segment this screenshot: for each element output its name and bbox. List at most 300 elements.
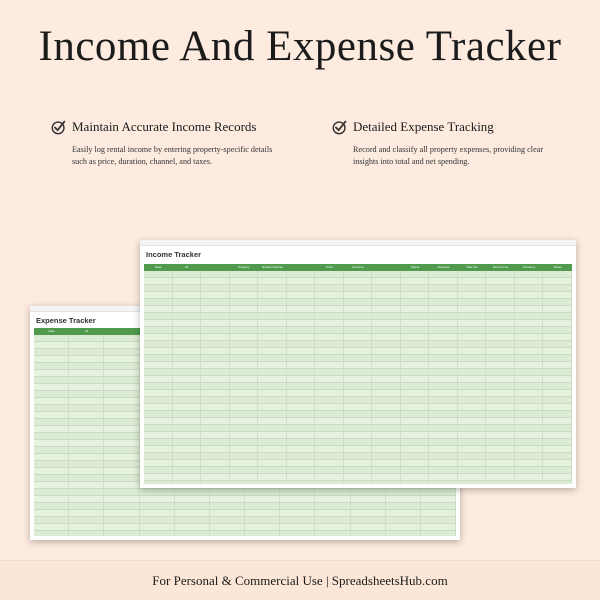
table-cell <box>69 342 104 348</box>
table-cell <box>144 327 173 333</box>
table-cell <box>230 376 259 382</box>
table-cell <box>372 446 401 452</box>
table-cell <box>104 461 139 467</box>
table-cell <box>280 517 315 523</box>
table-cell <box>144 320 173 326</box>
table-cell <box>515 446 544 452</box>
table-cell <box>69 531 104 536</box>
table-cell <box>486 306 515 312</box>
table-cell <box>344 453 373 459</box>
table-cell <box>344 306 373 312</box>
table-cell <box>543 355 572 361</box>
table-cell <box>372 390 401 396</box>
table-cell <box>372 460 401 466</box>
table-cell <box>287 327 316 333</box>
table-cell <box>34 412 69 418</box>
table-cell <box>315 531 350 536</box>
table-cell <box>486 383 515 389</box>
table-cell <box>401 467 430 473</box>
table-cell <box>287 474 316 480</box>
table-cell <box>401 285 430 291</box>
table-cell <box>458 439 487 445</box>
table-cell <box>287 299 316 305</box>
table-cell <box>458 327 487 333</box>
table-cell <box>175 510 210 516</box>
table-cell <box>458 355 487 361</box>
table-cell <box>315 425 344 431</box>
table-cell <box>429 411 458 417</box>
table-cell <box>173 411 202 417</box>
table-cell <box>34 335 69 341</box>
table-cell <box>258 348 287 354</box>
table-cell <box>140 489 175 495</box>
table-cell <box>69 524 104 530</box>
table-cell <box>429 432 458 438</box>
table-cell <box>315 299 344 305</box>
table-cell <box>486 474 515 480</box>
table-cell <box>543 390 572 396</box>
table-cell <box>372 348 401 354</box>
table-cell <box>372 299 401 305</box>
table-cell <box>515 341 544 347</box>
table-cell <box>230 425 259 431</box>
table-cell <box>287 439 316 445</box>
table-row <box>144 390 572 397</box>
table-row <box>144 369 572 376</box>
table-cell <box>372 278 401 284</box>
table-cell <box>173 460 202 466</box>
table-cell <box>429 341 458 347</box>
table-cell <box>69 496 104 502</box>
table-cell <box>351 524 386 530</box>
table-cell <box>230 285 259 291</box>
table-cell <box>429 285 458 291</box>
table-cell <box>458 418 487 424</box>
table-cell <box>543 397 572 403</box>
table-row <box>144 432 572 439</box>
table-cell <box>230 334 259 340</box>
table-cell <box>458 341 487 347</box>
table-cell <box>201 285 230 291</box>
table-cell <box>230 341 259 347</box>
income-rows <box>144 271 572 484</box>
table-cell <box>201 467 230 473</box>
table-cell <box>69 503 104 509</box>
table-cell <box>543 369 572 375</box>
income-column-header <box>287 264 316 271</box>
table-cell <box>173 355 202 361</box>
table-cell <box>429 369 458 375</box>
table-cell <box>429 467 458 473</box>
table-cell <box>144 285 173 291</box>
table-cell <box>287 285 316 291</box>
table-cell <box>486 285 515 291</box>
table-cell <box>315 411 344 417</box>
table-cell <box>315 292 344 298</box>
table-cell <box>34 419 69 425</box>
table-cell <box>543 376 572 382</box>
table-cell <box>543 306 572 312</box>
income-column-header: Currency <box>523 265 536 269</box>
table-cell <box>315 285 344 291</box>
table-cell <box>210 517 245 523</box>
table-cell <box>372 341 401 347</box>
table-cell <box>258 446 287 452</box>
table-cell <box>201 411 230 417</box>
table-row <box>144 376 572 383</box>
table-cell <box>372 306 401 312</box>
table-cell <box>230 299 259 305</box>
income-column-header: Rental Channel <box>262 265 283 269</box>
table-cell <box>344 271 373 277</box>
table-cell <box>315 460 344 466</box>
table-cell <box>344 376 373 382</box>
table-cell <box>515 292 544 298</box>
table-cell <box>543 383 572 389</box>
table-cell <box>458 362 487 368</box>
table-cell <box>515 397 544 403</box>
table-cell <box>258 390 287 396</box>
table-cell <box>144 460 173 466</box>
table-row <box>144 439 572 446</box>
table-cell <box>344 278 373 284</box>
table-cell <box>175 496 210 502</box>
table-cell <box>429 418 458 424</box>
table-cell <box>429 334 458 340</box>
table-cell <box>140 510 175 516</box>
table-cell <box>315 278 344 284</box>
table-cell <box>175 524 210 530</box>
table-cell <box>173 313 202 319</box>
table-cell <box>69 454 104 460</box>
table-cell <box>515 383 544 389</box>
table-row <box>144 446 572 453</box>
table-cell <box>344 411 373 417</box>
table-cell <box>34 363 69 369</box>
table-row <box>144 481 572 484</box>
table-cell <box>201 425 230 431</box>
table-cell <box>543 320 572 326</box>
table-cell <box>201 278 230 284</box>
table-cell <box>230 271 259 277</box>
table-cell <box>543 292 572 298</box>
table-cell <box>173 418 202 424</box>
table-row <box>144 271 572 278</box>
table-cell <box>201 418 230 424</box>
table-cell <box>486 397 515 403</box>
table-cell <box>344 439 373 445</box>
table-cell <box>104 398 139 404</box>
table-cell <box>173 425 202 431</box>
table-cell <box>458 467 487 473</box>
table-cell <box>201 271 230 277</box>
table-cell <box>351 531 386 536</box>
table-cell <box>344 292 373 298</box>
table-cell <box>201 397 230 403</box>
table-cell <box>458 320 487 326</box>
table-cell <box>429 355 458 361</box>
table-cell <box>104 517 139 523</box>
table-cell <box>429 292 458 298</box>
table-cell <box>104 447 139 453</box>
table-cell <box>315 446 344 452</box>
table-cell <box>315 510 350 516</box>
table-cell <box>372 418 401 424</box>
table-cell <box>344 432 373 438</box>
table-cell <box>230 453 259 459</box>
table-cell <box>34 454 69 460</box>
table-cell <box>287 334 316 340</box>
table-cell <box>230 397 259 403</box>
table-cell <box>543 299 572 305</box>
table-cell <box>104 370 139 376</box>
table-cell <box>421 524 456 530</box>
table-row <box>34 503 456 510</box>
table-row <box>144 348 572 355</box>
table-cell <box>421 517 456 523</box>
table-cell <box>258 418 287 424</box>
table-cell <box>144 411 173 417</box>
table-cell <box>34 349 69 355</box>
table-cell <box>144 453 173 459</box>
table-cell <box>230 320 259 326</box>
table-cell <box>543 474 572 480</box>
table-cell <box>280 489 315 495</box>
table-cell <box>258 327 287 333</box>
table-cell <box>69 412 104 418</box>
table-cell <box>372 439 401 445</box>
table-cell <box>421 531 456 536</box>
table-cell <box>372 481 401 484</box>
table-cell <box>543 432 572 438</box>
income-grid <box>144 264 572 484</box>
table-cell <box>315 481 344 484</box>
table-cell <box>69 419 104 425</box>
table-cell <box>515 432 544 438</box>
table-cell <box>34 510 69 516</box>
table-cell <box>230 446 259 452</box>
table-row <box>144 453 572 460</box>
table-cell <box>173 320 202 326</box>
table-cell <box>287 271 316 277</box>
expense-column-header <box>104 328 139 335</box>
table-cell <box>486 341 515 347</box>
table-cell <box>34 503 69 509</box>
table-row <box>144 411 572 418</box>
table-cell <box>69 517 104 523</box>
table-cell <box>486 453 515 459</box>
table-cell <box>401 446 430 452</box>
table-cell <box>543 271 572 277</box>
table-cell <box>34 531 69 536</box>
table-cell <box>386 524 421 530</box>
table-cell <box>104 356 139 362</box>
table-cell <box>543 467 572 473</box>
table-cell <box>486 355 515 361</box>
income-column-header: Date <box>155 265 162 269</box>
table-cell <box>372 411 401 417</box>
table-cell <box>173 474 202 480</box>
table-cell <box>515 306 544 312</box>
table-cell <box>201 320 230 326</box>
table-cell <box>34 391 69 397</box>
feature-expense-tracking <box>331 118 561 168</box>
table-cell <box>315 467 344 473</box>
table-row <box>144 341 572 348</box>
table-cell <box>201 292 230 298</box>
table-cell <box>144 355 173 361</box>
table-cell <box>104 419 139 425</box>
table-cell <box>173 432 202 438</box>
table-cell <box>401 481 430 484</box>
check-badge-icon <box>50 118 68 136</box>
table-cell <box>515 481 544 484</box>
feature-title: Detailed Expense Tracking <box>353 119 494 134</box>
table-cell <box>69 349 104 355</box>
table-cell <box>315 271 344 277</box>
table-cell <box>258 313 287 319</box>
table-cell <box>34 524 69 530</box>
table-cell <box>543 411 572 417</box>
table-row <box>144 383 572 390</box>
table-row <box>144 425 572 432</box>
table-cell <box>543 453 572 459</box>
table-cell <box>372 313 401 319</box>
table-cell <box>515 278 544 284</box>
table-cell <box>372 432 401 438</box>
table-cell <box>69 447 104 453</box>
table-cell <box>173 376 202 382</box>
table-cell <box>69 468 104 474</box>
table-cell <box>280 503 315 509</box>
table-cell <box>258 299 287 305</box>
table-cell <box>486 369 515 375</box>
table-cell <box>104 454 139 460</box>
income-column-header: ID <box>185 265 189 269</box>
table-cell <box>401 474 430 480</box>
table-cell <box>201 341 230 347</box>
table-cell <box>344 369 373 375</box>
table-cell <box>287 348 316 354</box>
table-cell <box>458 453 487 459</box>
table-cell <box>104 482 139 488</box>
table-cell <box>429 453 458 459</box>
table-cell <box>230 383 259 389</box>
table-cell <box>458 376 487 382</box>
table-cell <box>287 467 316 473</box>
table-cell <box>34 398 69 404</box>
table-cell <box>458 383 487 389</box>
feature-description: Easily log rental income by entering property-specific details such as price, duration, channel, and taxes. <box>72 145 273 166</box>
table-cell <box>372 362 401 368</box>
table-cell <box>344 355 373 361</box>
table-row <box>144 327 572 334</box>
table-cell <box>515 439 544 445</box>
table-cell <box>458 313 487 319</box>
table-cell <box>315 313 344 319</box>
table-cell <box>315 474 344 480</box>
table-cell <box>230 390 259 396</box>
table-cell <box>175 531 210 536</box>
table-cell <box>515 453 544 459</box>
table-cell <box>486 446 515 452</box>
table-cell <box>258 439 287 445</box>
table-cell <box>515 299 544 305</box>
table-cell <box>429 397 458 403</box>
table-cell <box>486 425 515 431</box>
table-cell <box>140 531 175 536</box>
table-cell <box>486 481 515 484</box>
table-cell <box>315 453 344 459</box>
table-cell <box>69 461 104 467</box>
table-cell <box>245 510 280 516</box>
table-cell <box>386 531 421 536</box>
table-cell <box>486 271 515 277</box>
table-cell <box>287 383 316 389</box>
table-cell <box>429 404 458 410</box>
table-cell <box>401 278 430 284</box>
table-cell <box>144 292 173 298</box>
table-cell <box>140 517 175 523</box>
table-cell <box>429 481 458 484</box>
table-cell <box>401 271 430 277</box>
table-cell <box>401 362 430 368</box>
table-cell <box>210 496 245 502</box>
table-cell <box>429 439 458 445</box>
table-cell <box>230 432 259 438</box>
table-cell <box>486 292 515 298</box>
table-cell <box>258 355 287 361</box>
table-cell <box>144 474 173 480</box>
table-cell <box>429 278 458 284</box>
table-cell <box>287 313 316 319</box>
table-cell <box>210 503 245 509</box>
table-cell <box>543 446 572 452</box>
table-row <box>144 306 572 313</box>
table-cell <box>258 271 287 277</box>
table-cell <box>401 320 430 326</box>
table-cell <box>351 510 386 516</box>
table-cell <box>144 306 173 312</box>
table-cell <box>372 369 401 375</box>
table-cell <box>429 271 458 277</box>
table-cell <box>458 425 487 431</box>
table-cell <box>344 418 373 424</box>
table-cell <box>344 397 373 403</box>
table-cell <box>173 404 202 410</box>
table-cell <box>69 405 104 411</box>
table-cell <box>372 467 401 473</box>
table-cell <box>344 341 373 347</box>
table-cell <box>258 404 287 410</box>
table-cell <box>515 369 544 375</box>
table-cell <box>386 510 421 516</box>
income-column-header: Notes <box>553 265 562 269</box>
table-cell <box>34 475 69 481</box>
table-cell <box>173 278 202 284</box>
table-row <box>34 524 456 531</box>
table-cell <box>458 446 487 452</box>
table-cell <box>144 446 173 452</box>
table-cell <box>258 453 287 459</box>
table-cell <box>258 397 287 403</box>
table-cell <box>315 439 344 445</box>
table-cell <box>258 341 287 347</box>
table-cell <box>144 383 173 389</box>
page-title: Income And Expense Tracker <box>38 23 562 70</box>
table-cell <box>372 327 401 333</box>
table-cell <box>173 467 202 473</box>
